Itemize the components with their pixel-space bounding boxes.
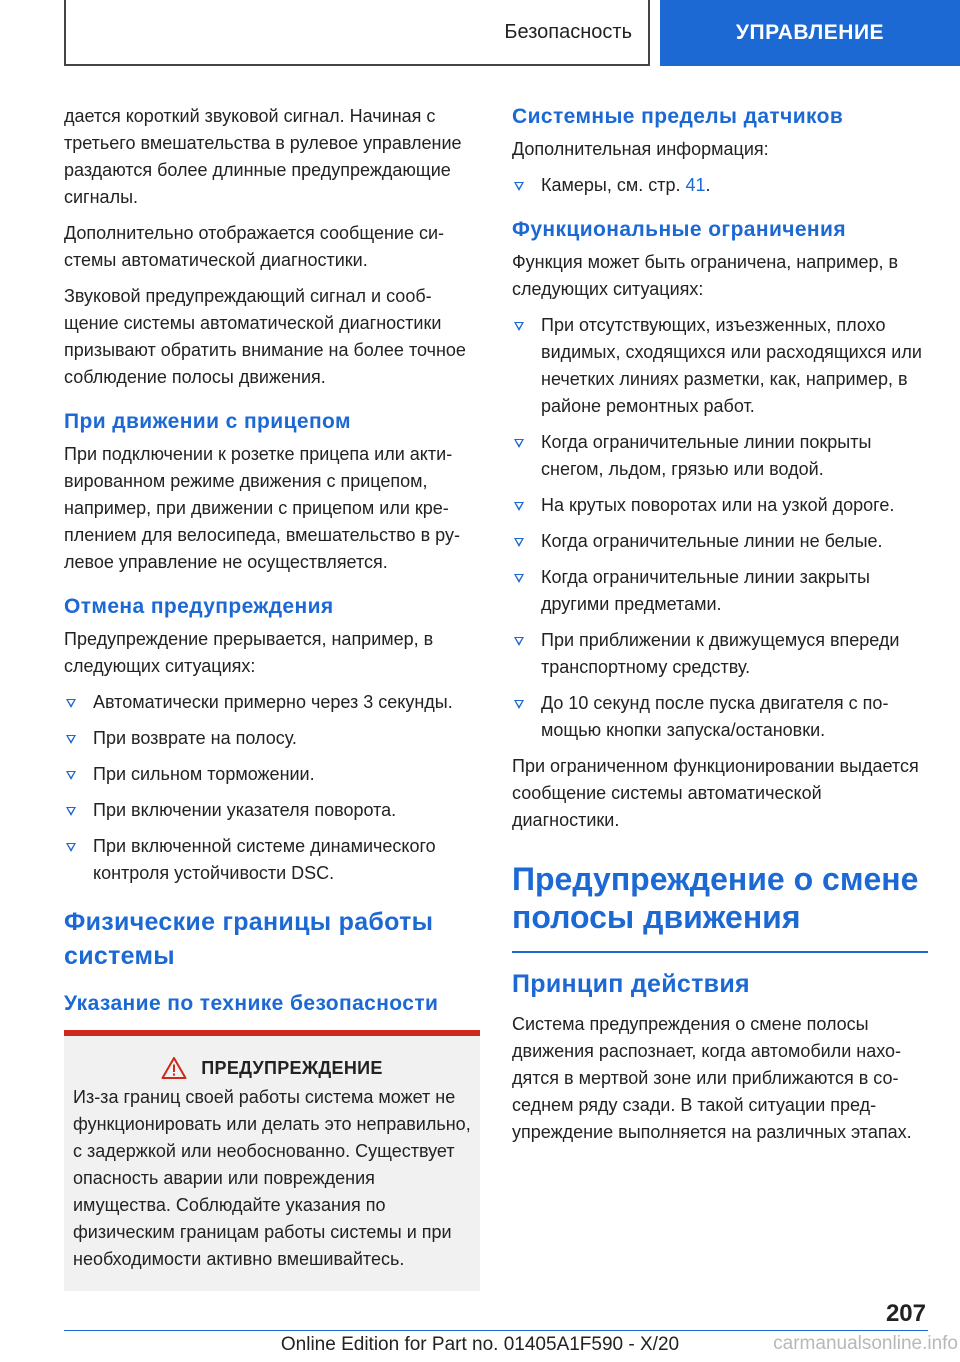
list-item: При приближении к движущемуся впереди транспортному средству. bbox=[512, 627, 928, 681]
bullet-triangle-icon bbox=[514, 574, 524, 583]
header-section-label: Безопасность bbox=[504, 20, 632, 43]
footer-divider bbox=[64, 1330, 928, 1331]
bullet-triangle-icon bbox=[514, 439, 524, 448]
header-section-tab bbox=[64, 0, 650, 66]
heading-lane-change-warning: Предупреждение о смене полосы движения bbox=[512, 861, 919, 935]
bullet-triangle-icon bbox=[514, 322, 524, 331]
warning-header bbox=[73, 1056, 471, 1080]
bullet-triangle-icon bbox=[514, 637, 524, 646]
heading-trailer: При движении с прицепом bbox=[64, 410, 351, 433]
paragraph: При подключении к розетке прицепа или активированном режиме движения с прицепом, например, при движении с прицепом или креплением для велосипеда, вмешательство в рулевое управление не осуществляется. bbox=[64, 444, 460, 572]
list-item: Когда ограничительные линии не белые. bbox=[512, 528, 928, 555]
bullet-triangle-icon bbox=[514, 700, 524, 709]
bullet-triangle-icon bbox=[514, 182, 524, 191]
paragraph: При ограниченном функционировании выдается сообщение системы автоматической диагностики. bbox=[512, 756, 919, 830]
list-item: Автоматически примерно через 3 секунды. bbox=[64, 689, 480, 716]
paragraph: Дополнительно отображается сообщение системы автоматической диагностики. bbox=[64, 223, 445, 270]
list-item: До 10 секунд после пуска двигателя с помощью кнопки запуска/остановки. bbox=[512, 690, 928, 744]
sensor-list bbox=[512, 172, 928, 199]
list-item: При включении указателя поворота. bbox=[64, 797, 480, 824]
bullet-triangle-icon bbox=[514, 502, 524, 511]
list-item: При сильном торможении. bbox=[64, 761, 480, 788]
heading-system-limits: Физические границы работы системы bbox=[64, 908, 434, 970]
paragraph: Звуковой предупреждающий сигнал и сообщение системы автоматической диагностики призывают обратить внимание на более точное соблюдение полосы движения. bbox=[64, 286, 466, 387]
paragraph: дается короткий звуковой сигнал. Начиная с третьего вмешательства в рулевое управление раздаются более длинные предупреждающие сигналы. bbox=[64, 106, 462, 207]
bullet-triangle-icon bbox=[66, 807, 76, 816]
warning-title: ПРЕДУПРЕЖДЕНИЕ bbox=[201, 1057, 383, 1078]
left-column bbox=[64, 103, 480, 1291]
warning-text: Из-за границ своей работы система может не функционировать или делать это неправильно, с задержкой или необоснованно. Существует опасность аварии или повреждения имущества. Соблюдайте указания по физическим границам работы системы и при необходимости активно вмешивайтесь. bbox=[73, 1087, 471, 1269]
paragraph: Система предупреждения о смене полосы движения распознает, когда автомобили находятся в мертвой зоне или приближаются в соседнем ряду сзади. В такой ситуации предупреждение выполняется на различных этапах. bbox=[512, 1014, 912, 1142]
header-chapter-label: УПРАВЛЕНИЕ bbox=[735, 21, 885, 44]
heading-functional-limits: Функциональные ограничения bbox=[512, 218, 846, 241]
page-number: 207 bbox=[885, 1300, 926, 1327]
page-reference-link[interactable]: 41 bbox=[685, 175, 706, 195]
bullet-triangle-icon bbox=[66, 699, 76, 708]
heading-safety-note: Указание по технике безопасности bbox=[64, 992, 439, 1015]
bullet-triangle-icon bbox=[66, 771, 76, 780]
list-item: На крутых поворотах или на узкой дороге. bbox=[512, 492, 928, 519]
heading-sensor-limits: Системные пределы датчиков bbox=[512, 105, 844, 128]
bullet-triangle-icon bbox=[66, 843, 76, 852]
bullet-triangle-icon bbox=[66, 735, 76, 744]
footer-edition: Online Edition for Part no. 01405A1F590 - X/20 bbox=[280, 1334, 680, 1355]
list-item: При включенной системе динамического контроля устойчивости DSC. bbox=[64, 833, 480, 887]
warning-triangle-icon bbox=[161, 1056, 187, 1080]
bullet-triangle-icon bbox=[514, 538, 524, 547]
list-item: Когда ограничительные линии закрыты другими предметами. bbox=[512, 564, 928, 618]
right-column bbox=[512, 103, 928, 1155]
header-chapter-tab bbox=[660, 0, 960, 66]
list-item: Камеры, см. стр. 41. bbox=[512, 172, 928, 199]
paragraph: Дополнительная информация: bbox=[512, 139, 769, 159]
heading-divider bbox=[512, 951, 928, 953]
heading-cancel-warning: Отмена предупреждения bbox=[64, 595, 334, 618]
paragraph: Предупреждение прерывается, например, в следующих ситуациях: bbox=[64, 629, 434, 676]
functional-limits-list bbox=[512, 312, 928, 744]
list-item: Когда ограничительные линии покрыты снегом, льдом, грязью или водой. bbox=[512, 429, 928, 483]
cancel-list bbox=[64, 689, 480, 887]
watermark: carmanualsonline.info bbox=[773, 1333, 958, 1354]
heading-principle: Принцип действия bbox=[512, 970, 750, 998]
paragraph: Функция может быть ограничена, например, в следующих ситуациях: bbox=[512, 252, 899, 299]
list-item: При возврате на полосу. bbox=[64, 725, 480, 752]
list-item: При отсутствующих, изъезженных, плохо видимых, сходящихся или расходящихся или нечетких линиях разметки, как, например, в районе ремонтных работ. bbox=[512, 312, 928, 420]
warning-box bbox=[64, 1030, 480, 1291]
